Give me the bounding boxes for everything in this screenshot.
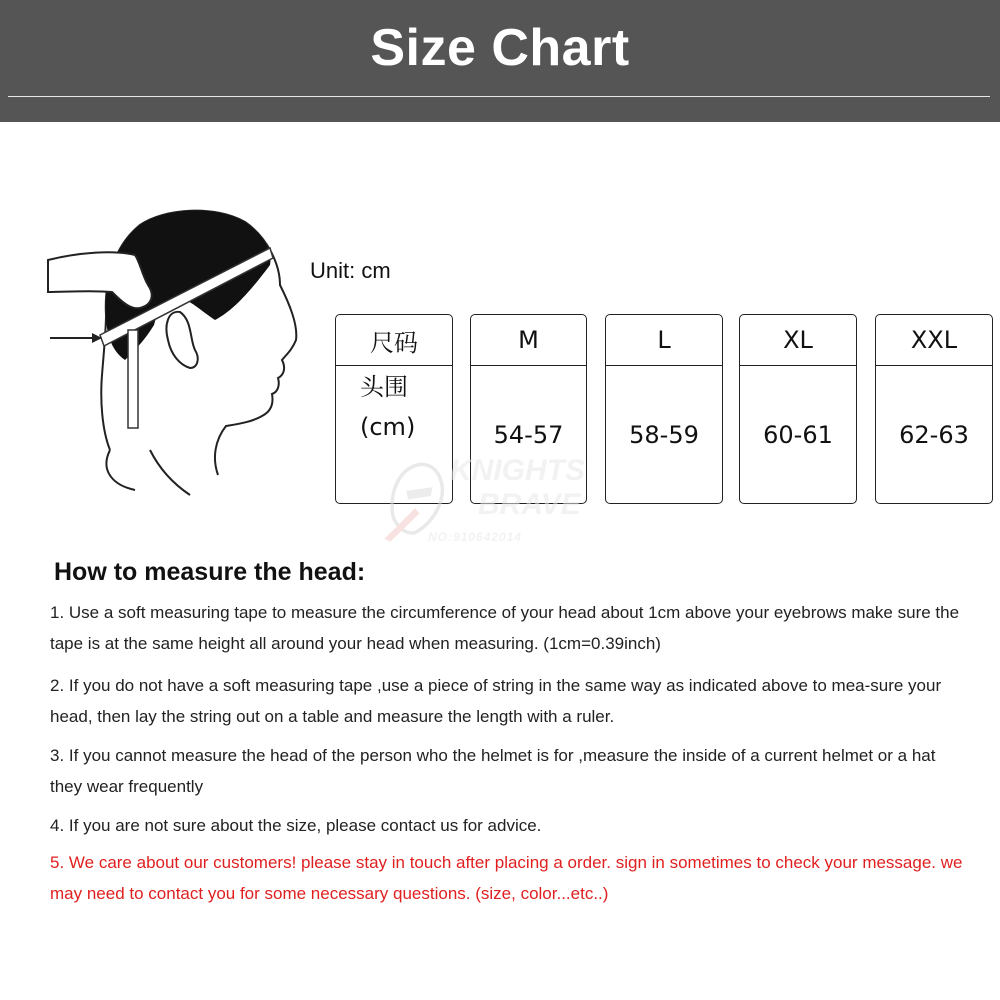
instruction-step-5-notice: 5. We care about our customers! please stay in touch after placing a order. sign in sometimes to check your message. we may need to contact you for some necessary questions. (size, color...etc..) (50, 853, 963, 903)
size-column-xl (739, 314, 857, 504)
instruction-step-2: 2. If you do not have a soft measuring tape ,use a piece of string in the same way as indicated above to mea-sure your head, then lay the string out on a table and measure the length with a ruler. (50, 676, 942, 726)
size-header-m: M (471, 315, 586, 366)
instruction-step-4: 4. If you are not sure about the size, please contact us for advice. (50, 816, 542, 835)
page-title: Size Chart (370, 19, 630, 77)
watermark-text-number: NO:910642014 (428, 530, 523, 544)
row-label-line-2: (cm) (360, 413, 416, 441)
head-measurement-illustration (40, 200, 310, 500)
instructions-title: How to measure the head: (54, 558, 366, 586)
size-value-xl: 60-61 (763, 421, 833, 449)
size-value-l: 58-59 (629, 421, 699, 449)
size-header-l: L (606, 315, 722, 366)
size-column-xxl (875, 314, 993, 504)
size-column-l (605, 314, 723, 504)
instruction-step-3: 3. If you cannot measure the head of the person who the helmet is for ,measure the inside of a current helmet or a hat they wear frequently (50, 746, 936, 796)
watermark-text-knights: KNIGHTS (450, 454, 585, 487)
brand-watermark (380, 452, 620, 552)
page-header (0, 0, 1000, 122)
header-divider (8, 96, 990, 97)
size-value-m: 54-57 (493, 421, 564, 449)
size-table-header-label: 尺码 (336, 315, 452, 366)
watermark-text-brave: BRAVE (478, 488, 581, 521)
row-label-line-1: 头围 (360, 373, 408, 401)
size-header-xl: XL (740, 315, 856, 366)
size-header-xxl: XXL (876, 315, 992, 366)
size-value-xxl: 62-63 (899, 421, 969, 449)
unit-label: Unit: cm (310, 258, 391, 283)
instruction-step-1: 1. Use a soft measuring tape to measure the circumference of your head about 1cm above your eyebrows make sure the tape is at the same height all around your head when measuring. (1cm=0.39inch) (50, 603, 960, 653)
